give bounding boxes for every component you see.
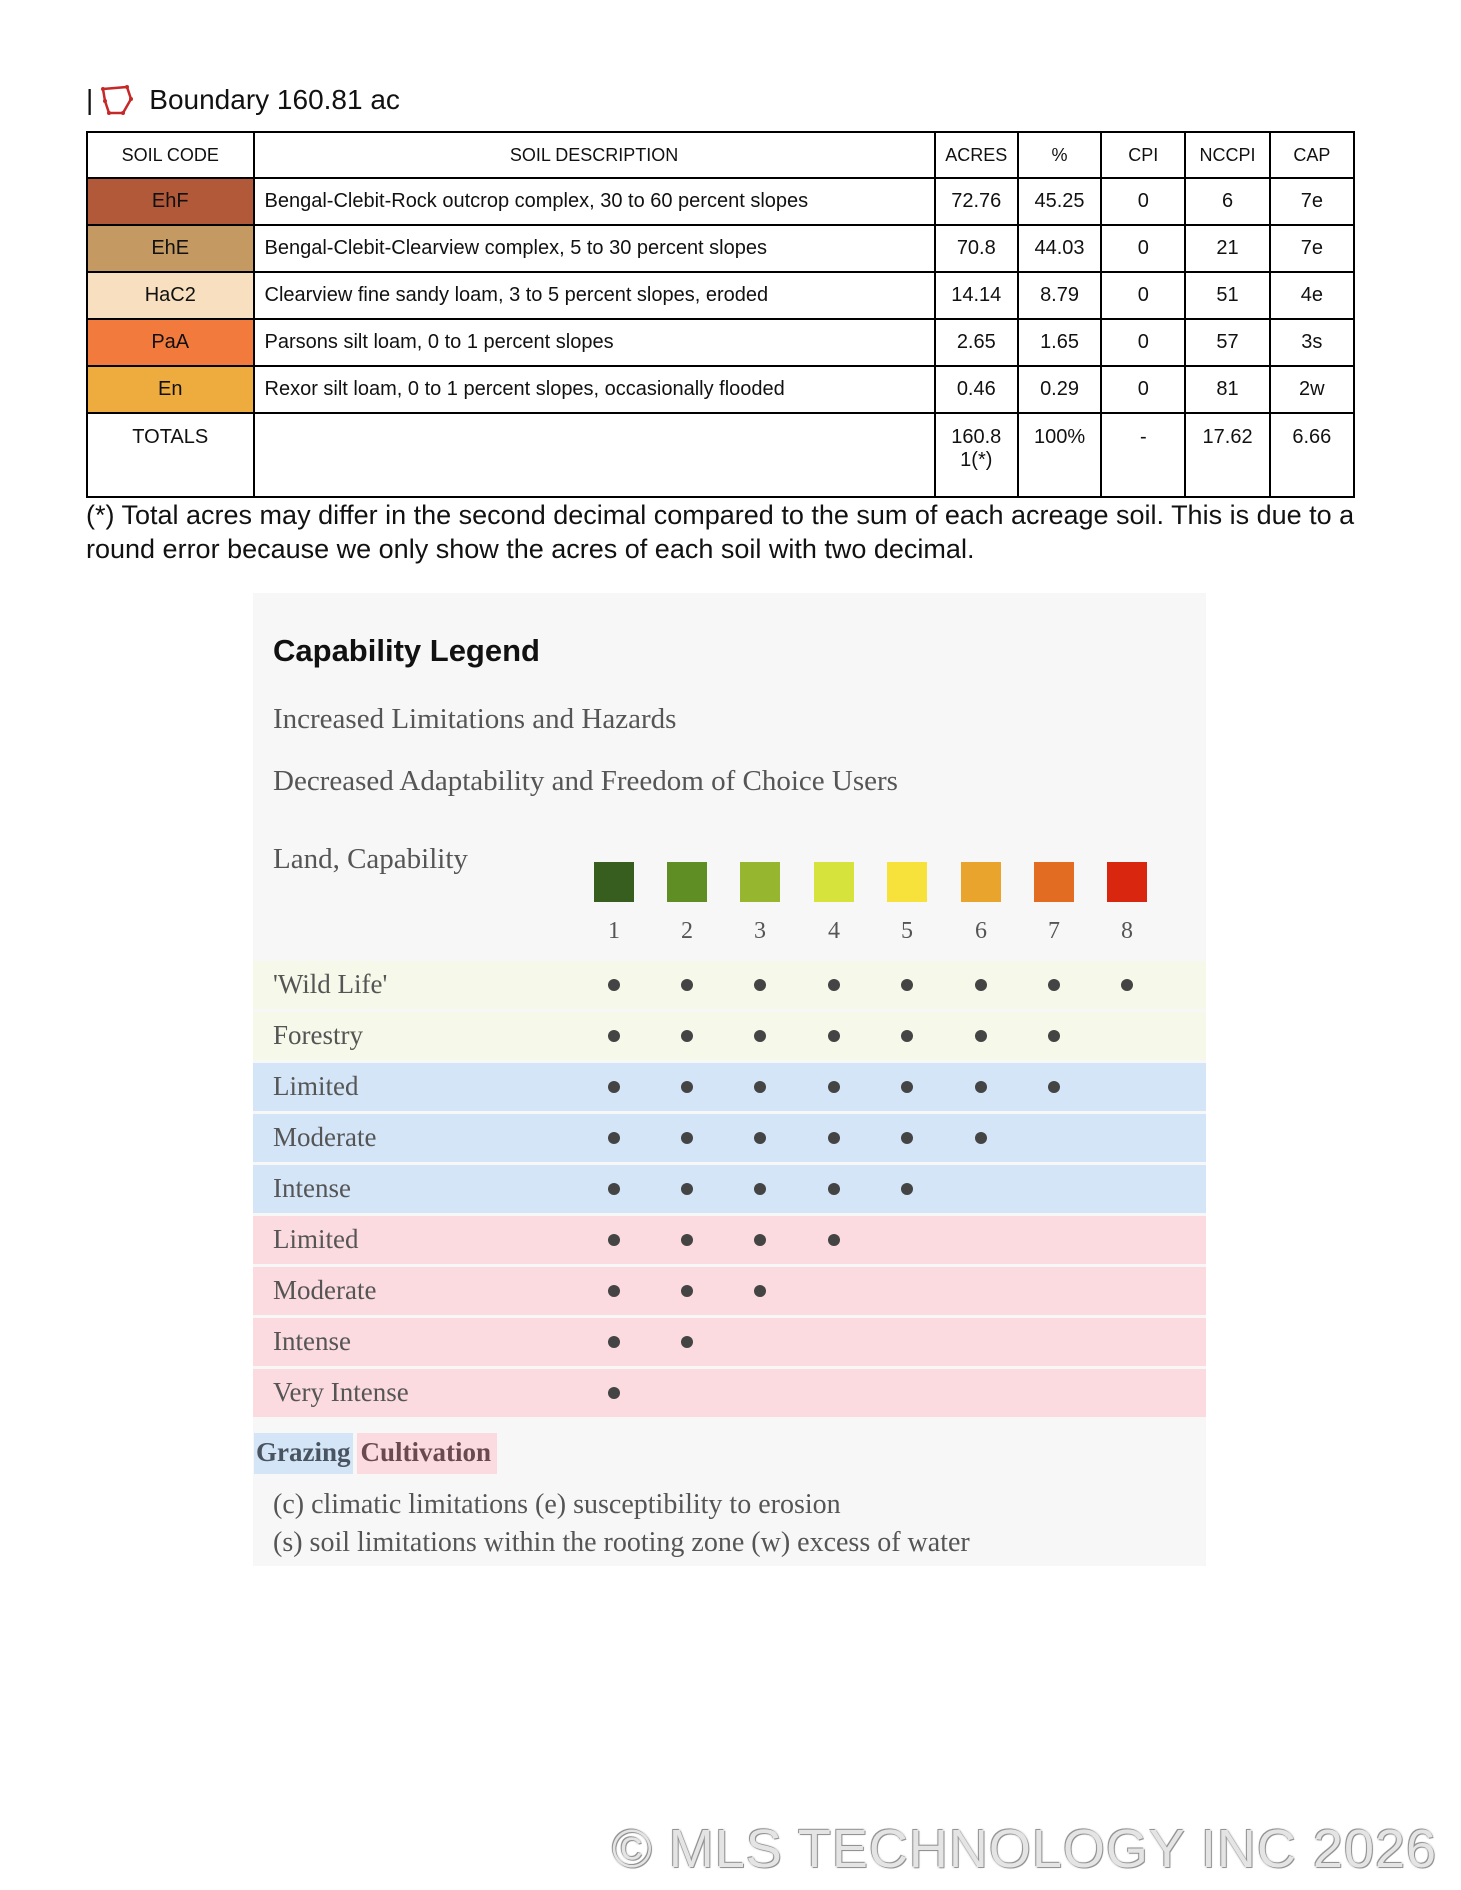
capability-dot xyxy=(901,1183,913,1195)
capability-dot xyxy=(754,1030,766,1042)
legend-title: Capability Legend xyxy=(273,633,540,668)
col-header-percent: % xyxy=(1018,132,1101,178)
cpi-cell: 0 xyxy=(1101,272,1185,319)
capability-dot xyxy=(681,1285,693,1297)
soil-description-cell: Clearview fine sandy loam, 3 to 5 percent slopes, eroded xyxy=(254,272,935,319)
totals-acres xyxy=(935,413,1018,497)
capability-row xyxy=(253,1267,1206,1315)
acres-cell: 14.14 xyxy=(935,272,1018,319)
capability-dot xyxy=(1048,1081,1060,1093)
cpi-cell: 0 xyxy=(1101,178,1185,225)
soil-description-cell: Bengal-Clebit-Clearview complex, 5 to 30 percent slopes xyxy=(254,225,935,272)
class-1-number: 1 xyxy=(608,918,620,944)
capability-dot xyxy=(608,1234,620,1246)
class-6-number: 6 xyxy=(975,918,987,944)
capability-dot xyxy=(975,1132,987,1144)
capability-dot xyxy=(681,1081,693,1093)
col-header-nccpi: NCCPI xyxy=(1185,132,1269,178)
legend-subtitle-limitations: Increased Limitations and Hazards xyxy=(273,703,677,735)
capability-row xyxy=(253,1012,1206,1060)
capability-dot xyxy=(608,1285,620,1297)
capability-row xyxy=(253,1114,1206,1162)
soil-code-cell: PaA xyxy=(87,319,254,366)
percent-cell: 8.79 xyxy=(1018,272,1101,319)
land-capability-label: Land, Capability xyxy=(273,843,468,875)
capability-dot xyxy=(828,1183,840,1195)
acres-cell: 72.76 xyxy=(935,178,1018,225)
class-5-number: 5 xyxy=(901,918,913,944)
totals-acres-line2: 1(*) xyxy=(960,449,993,471)
class-3-swatch xyxy=(740,862,780,902)
capability-dot xyxy=(754,1234,766,1246)
acres-cell: 70.8 xyxy=(935,225,1018,272)
capability-dot xyxy=(681,1183,693,1195)
legend-note-climatic-erosion: (c) climatic limitations (e) susceptibility to erosion xyxy=(273,1489,841,1520)
capability-legend xyxy=(253,593,1206,1566)
class-6-swatch xyxy=(961,862,1001,902)
cap-cell: 7e xyxy=(1270,225,1354,272)
capability-row xyxy=(253,1216,1206,1264)
separator: | xyxy=(86,84,94,115)
percent-cell: 44.03 xyxy=(1018,225,1101,272)
cpi-cell: 0 xyxy=(1101,319,1185,366)
capability-row-label: Intense xyxy=(273,1173,351,1203)
totals-cpi: - xyxy=(1101,413,1185,497)
capability-dot xyxy=(828,1132,840,1144)
soil-description-cell: Rexor silt loam, 0 to 1 percent slopes, occasionally flooded xyxy=(254,366,935,413)
capability-row-label: 'Wild Life' xyxy=(273,969,388,999)
table-header-row xyxy=(87,132,1354,178)
totals-nccpi: 17.62 xyxy=(1185,413,1269,497)
capability-dot xyxy=(681,1030,693,1042)
nccpi-cell: 51 xyxy=(1185,272,1269,319)
capability-dot xyxy=(1048,1030,1060,1042)
class-7-swatch xyxy=(1034,862,1074,902)
capability-dot xyxy=(608,1183,620,1195)
table-row xyxy=(87,272,1354,319)
table-row xyxy=(87,319,1354,366)
capability-dot xyxy=(975,979,987,991)
capability-dot xyxy=(608,1132,620,1144)
capability-dot xyxy=(901,1030,913,1042)
cap-cell: 4e xyxy=(1270,272,1354,319)
col-header-soil-description: SOIL DESCRIPTION xyxy=(254,132,935,178)
capability-dot xyxy=(681,1336,693,1348)
nccpi-cell: 81 xyxy=(1185,366,1269,413)
totals-cap: 6.66 xyxy=(1270,413,1354,497)
col-header-cpi: CPI xyxy=(1101,132,1185,178)
class-8-swatch xyxy=(1107,862,1147,902)
capability-dot xyxy=(975,1081,987,1093)
capability-dot xyxy=(1048,979,1060,991)
capability-row-label: Forestry xyxy=(273,1020,363,1050)
capability-dot xyxy=(608,1387,620,1399)
copyright-watermark: © MLS TECHNOLOGY INC 2026 xyxy=(612,1819,1438,1879)
capability-dot xyxy=(828,1081,840,1093)
boundary-polygon-icon xyxy=(99,83,135,117)
capability-dot xyxy=(828,1030,840,1042)
cap-cell: 3s xyxy=(1270,319,1354,366)
legend-subtitle-adaptability: Decreased Adaptability and Freedom of Choice Users xyxy=(273,765,898,797)
totals-label: TOTALS xyxy=(87,413,254,497)
totals-description-empty xyxy=(254,413,935,497)
soil-code-cell: En xyxy=(87,366,254,413)
capability-dot xyxy=(754,1081,766,1093)
capability-row-label: Limited xyxy=(273,1224,359,1254)
boundary-title: Boundary 160.81 ac xyxy=(149,84,400,115)
nccpi-cell: 21 xyxy=(1185,225,1269,272)
capability-row-label: Very Intense xyxy=(273,1377,409,1407)
class-1-swatch xyxy=(594,862,634,902)
legend-keys xyxy=(254,1433,497,1474)
percent-cell: 0.29 xyxy=(1018,366,1101,413)
capability-row-label: Intense xyxy=(273,1326,351,1356)
soil-code-cell: HaC2 xyxy=(87,272,254,319)
soil-code-cell: EhF xyxy=(87,178,254,225)
acres-cell: 2.65 xyxy=(935,319,1018,366)
percent-cell: 45.25 xyxy=(1018,178,1101,225)
boundary-header xyxy=(86,78,400,122)
table-row xyxy=(87,225,1354,272)
cultivation-key: Cultivation xyxy=(357,1433,498,1474)
soil-code-cell: EhE xyxy=(87,225,254,272)
capability-row xyxy=(253,1165,1206,1213)
class-7-number: 7 xyxy=(1048,918,1060,944)
capability-dot xyxy=(901,1081,913,1093)
capability-row xyxy=(253,1318,1206,1366)
col-header-cap: CAP xyxy=(1270,132,1354,178)
cpi-cell: 0 xyxy=(1101,366,1185,413)
percent-cell: 1.65 xyxy=(1018,319,1101,366)
class-4-swatch xyxy=(814,862,854,902)
capability-dot xyxy=(975,1030,987,1042)
capability-row-label: Moderate xyxy=(273,1275,377,1305)
soil-description-cell: Parsons silt loam, 0 to 1 percent slopes xyxy=(254,319,935,366)
class-8-number: 8 xyxy=(1121,918,1133,944)
capability-dot xyxy=(754,1285,766,1297)
capability-row-label: Limited xyxy=(273,1071,359,1101)
capability-row xyxy=(253,1063,1206,1111)
totals-percent: 100% xyxy=(1018,413,1101,497)
legend-note-soil-water: (s) soil limitations within the rooting zone (w) excess of water xyxy=(273,1527,970,1558)
capability-row xyxy=(253,1369,1206,1417)
nccpi-cell: 6 xyxy=(1185,178,1269,225)
capability-dot xyxy=(828,1234,840,1246)
totals-acres-line1: 160.8 xyxy=(951,426,1002,448)
capability-dot xyxy=(1121,979,1133,991)
capability-dot xyxy=(754,979,766,991)
capability-dot xyxy=(754,1132,766,1144)
capability-dot xyxy=(681,979,693,991)
capability-dot xyxy=(754,1183,766,1195)
nccpi-cell: 57 xyxy=(1185,319,1269,366)
col-header-soil-code: SOIL CODE xyxy=(87,132,254,178)
capability-dot xyxy=(828,979,840,991)
capability-dot xyxy=(901,979,913,991)
acres-cell: 0.46 xyxy=(935,366,1018,413)
soil-table xyxy=(86,131,1355,498)
table-row xyxy=(87,366,1354,413)
table-row xyxy=(87,178,1354,225)
capability-dot xyxy=(608,1030,620,1042)
capability-dot xyxy=(608,1081,620,1093)
cap-cell: 2w xyxy=(1270,366,1354,413)
class-4-number: 4 xyxy=(828,918,840,944)
capability-row-label: Moderate xyxy=(273,1122,377,1152)
class-5-swatch xyxy=(887,862,927,902)
class-2-number: 2 xyxy=(681,918,693,944)
class-3-number: 3 xyxy=(754,918,766,944)
col-header-acres: ACRES xyxy=(935,132,1018,178)
totals-row xyxy=(87,413,1354,497)
cap-cell: 7e xyxy=(1270,178,1354,225)
grazing-key: Grazing xyxy=(254,1433,353,1474)
capability-dot xyxy=(681,1132,693,1144)
capability-dot xyxy=(608,979,620,991)
capability-dot xyxy=(681,1234,693,1246)
cpi-cell: 0 xyxy=(1101,225,1185,272)
soil-description-cell: Bengal-Clebit-Rock outcrop complex, 30 to 60 percent slopes xyxy=(254,178,935,225)
acres-footnote: (*) Total acres may differ in the second decimal compared to the sum of each acreage soil. This is due to a round error because we only show the acres of each soil with two decimal. xyxy=(86,500,1355,564)
capability-dot xyxy=(608,1336,620,1348)
capability-row xyxy=(253,961,1206,1009)
capability-rows xyxy=(253,961,1206,1420)
capability-dot xyxy=(901,1132,913,1144)
class-2-swatch xyxy=(667,862,707,902)
